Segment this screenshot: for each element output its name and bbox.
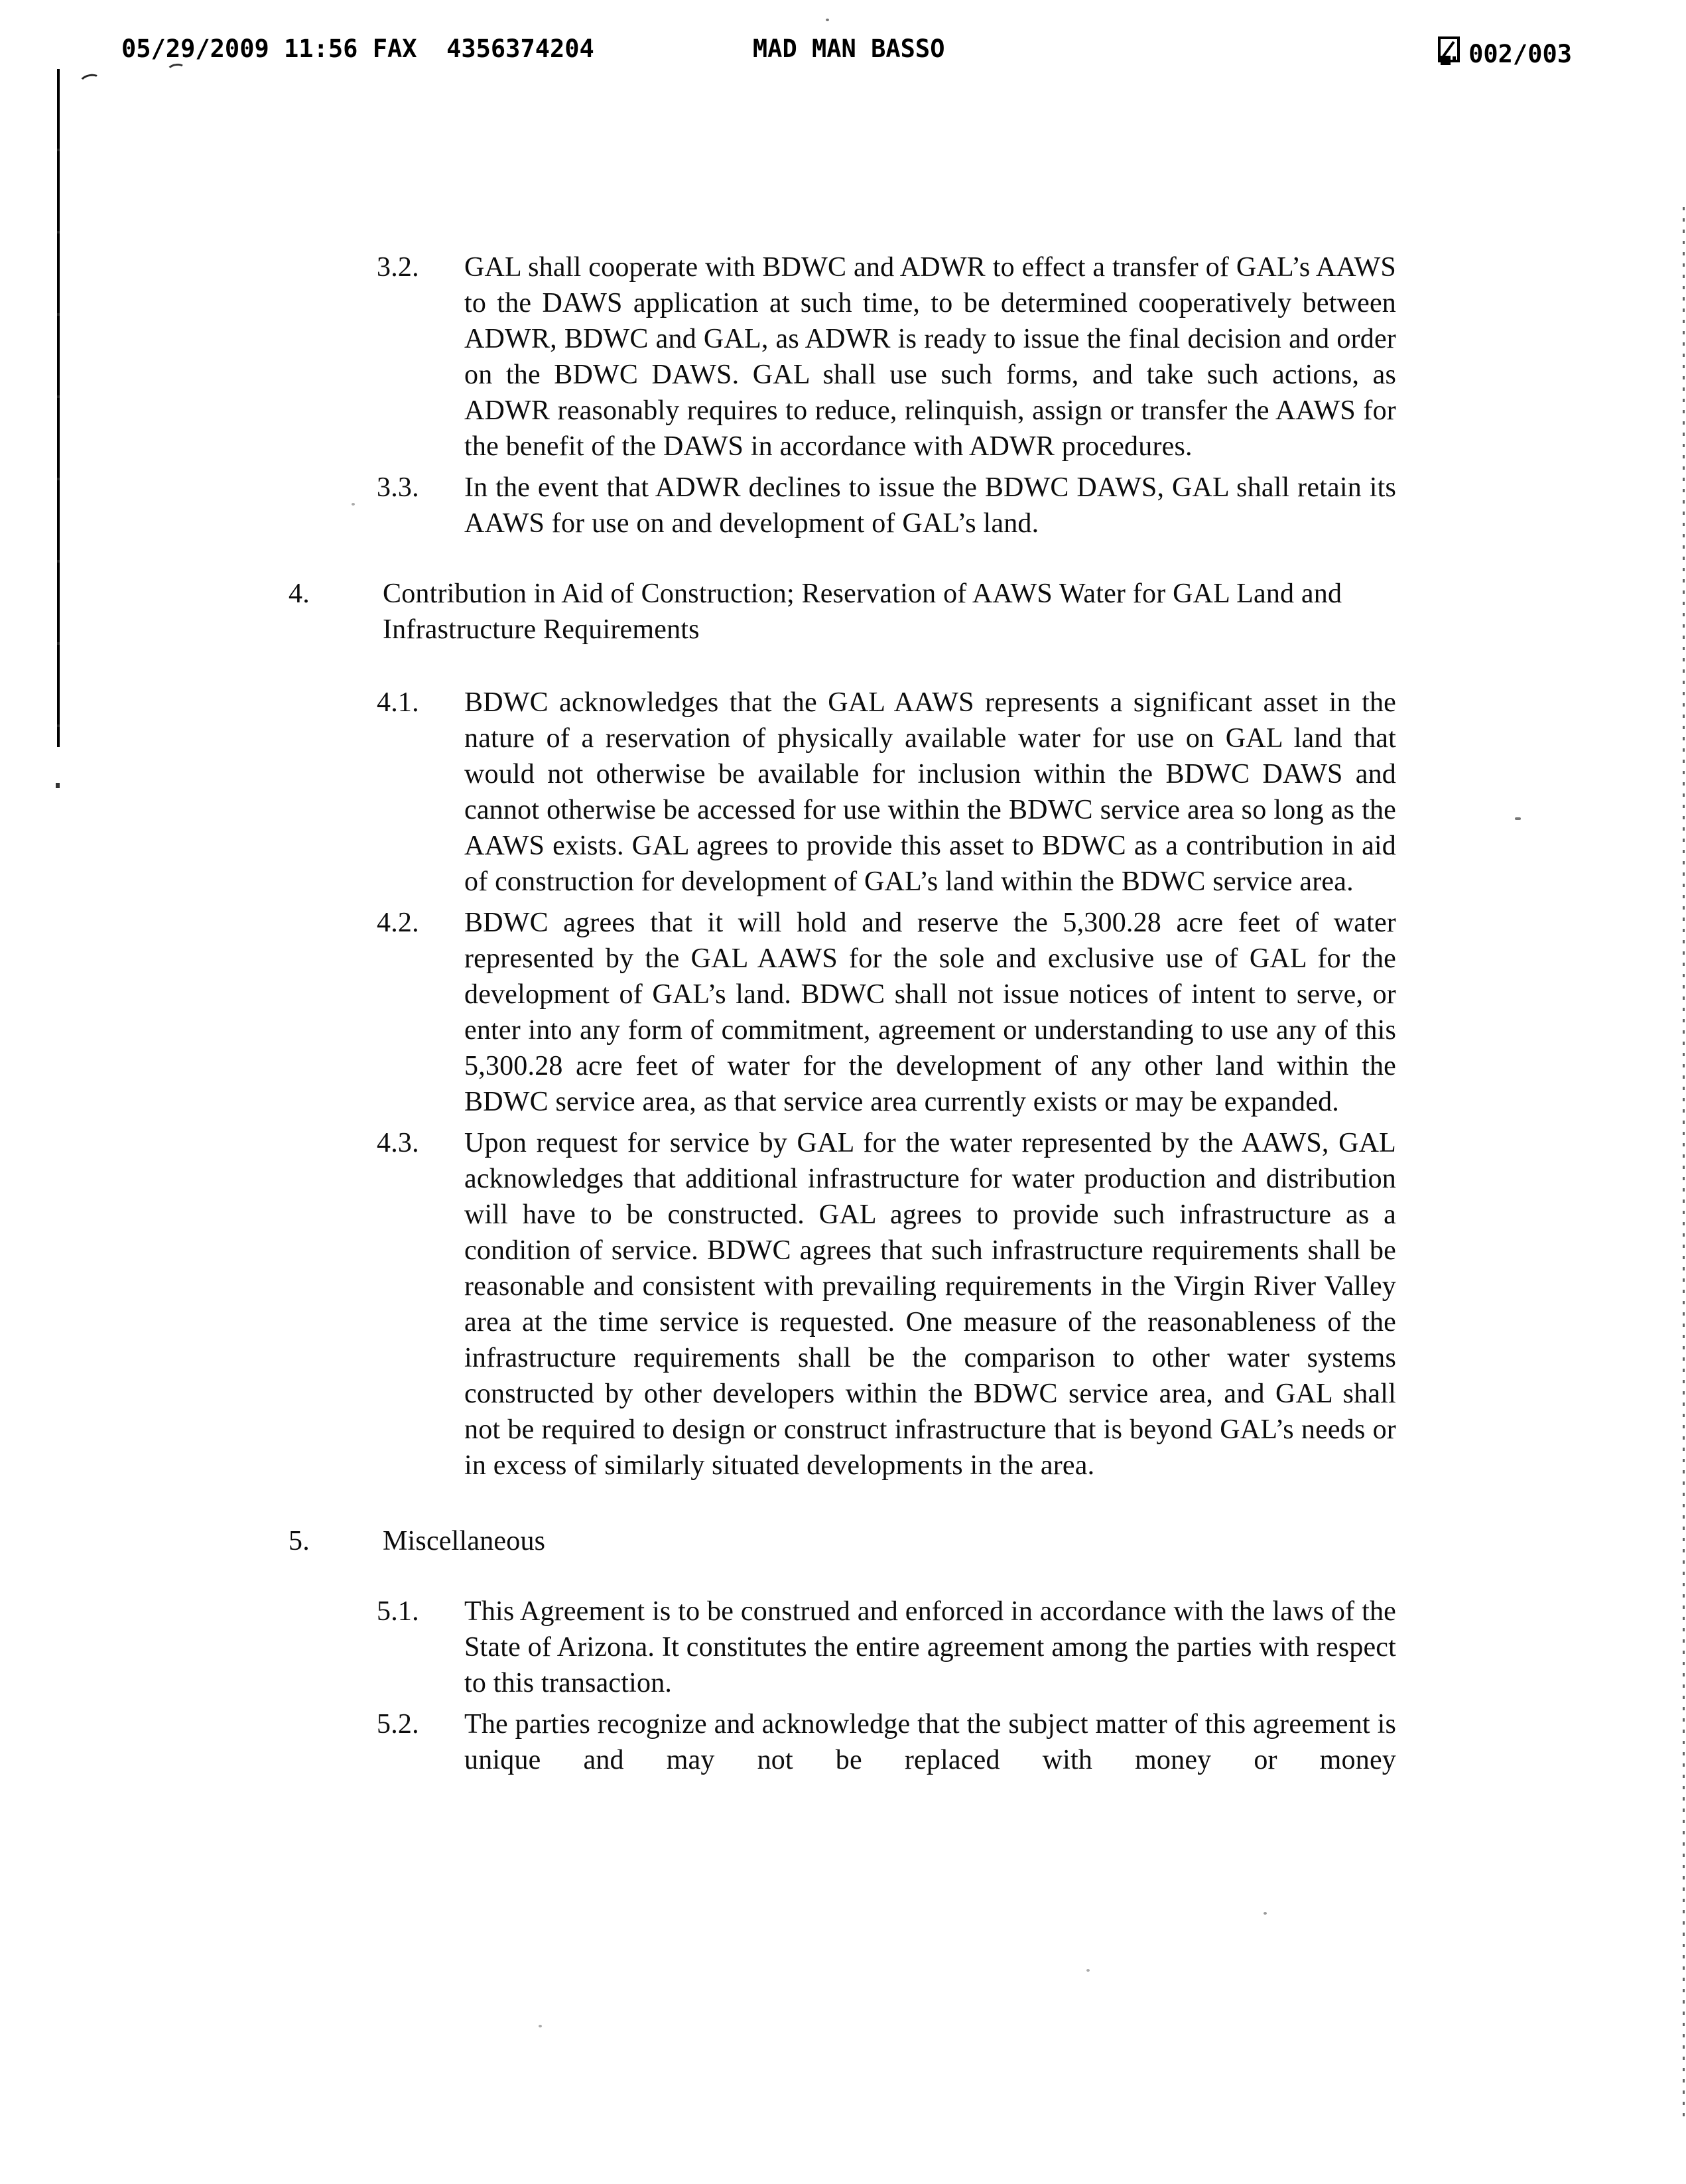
section-number: 4. <box>289 579 310 609</box>
scan-artifact-speck <box>352 503 355 506</box>
clause-text: Upon request for service by GAL for the water represented by the AAWS, GAL acknowledges that additional infrastructure for water production and distribution will have to be constructed. GAL agrees to provide such infrastructure as a condition of service. BDWC agrees that such infrastructure requirements shall be reasonable and consistent with prevailing requirements in the Virgin River Valley area at the time service is requested. One measure of the reasonableness of the infrastructure requirements shall be the comparison to other water systems constructed by other developers within the BDWC service area, and GAL shall not be required to design or construct infrastructure that is beyond GAL’s needs or in excess of similarly situated developments in the area. <box>464 1128 1396 1481</box>
fax-datetime-number: 05/29/2009 11:56 FAX 4356374204 <box>121 34 594 63</box>
scan-artifact-curl <box>78 72 101 90</box>
clause-4-2 <box>377 905 1396 1120</box>
fax-sender: MAD MAN BASSO <box>752 34 945 63</box>
scan-artifact-dotted-edge <box>1683 207 1685 2118</box>
clause-number: 4.3. <box>377 1128 419 1158</box>
scan-artifact-line-tail <box>56 783 60 788</box>
clause-number: 3.2. <box>377 252 419 283</box>
scan-artifact-speck <box>539 2025 542 2027</box>
scan-artifact-speck <box>1086 1969 1090 1972</box>
clause-4-3 <box>377 1125 1396 1483</box>
fax-page-indicator <box>1437 34 1572 74</box>
fax-page-icon <box>1437 36 1463 74</box>
section-number: 5. <box>289 1526 310 1556</box>
clause-5-2 <box>377 1706 1396 1778</box>
clause-number: 4.2. <box>377 908 419 938</box>
fax-page-count: 002/003 <box>1468 40 1572 68</box>
clause-text: In the event that ADWR declines to issue the BDWC DAWS, GAL shall retain its AAWS for use on and development of GAL’s land. <box>464 472 1396 539</box>
clause-text: This Agreement is to be construed and enforced in accordance with the laws of the State of Arizona. It constitutes the entire agreement among the parties with respect to this transaction. <box>464 1596 1396 1698</box>
clause-number: 5.2. <box>377 1709 419 1740</box>
clause-5-1 <box>377 1594 1396 1701</box>
clause-text: GAL shall cooperate with BDWC and ADWR to effect a transfer of GAL’s AAWS to the DAWS application at such time, to be determined cooperatively between ADWR, BDWC and GAL, as ADWR is ready to issue the final decision and order on the BDWC DAWS. GAL shall use such forms, and take such actions, as ADWR reasonably requires to reduce, relinquish, assign or transfer the AAWS for the benefit of the DAWS in accordance with ADWR procedures. <box>464 252 1396 462</box>
fax-header <box>0 34 1686 69</box>
section-heading: Contribution in Aid of Construction; Reservation of AAWS Water for GAL Land and Infrastructure Requirements <box>383 579 1342 645</box>
clause-number: 5.1. <box>377 1596 419 1627</box>
clause-number: 4.1. <box>377 687 419 718</box>
scan-artifact-vertical-line <box>57 69 60 747</box>
section-4-heading-row <box>289 576 1396 648</box>
clause-3-3 <box>377 470 1396 541</box>
clause-text: The parties recognize and acknowledge that the subject matter of this agreement is unique and may not be replaced with money or money <box>464 1709 1396 1775</box>
clause-3-2 <box>377 249 1396 464</box>
section-5-heading-row <box>289 1523 1396 1559</box>
scan-artifact-speck <box>1264 1912 1267 1915</box>
clause-text: BDWC agrees that it will hold and reserve the 5,300.28 acre feet of water represented by the GAL AAWS for the sole and exclusive use of GAL for the development of GAL’s land. BDWC shall not issue notices of intent to serve, or enter into any form of commitment, agreement or understanding to use any of this 5,300.28 acre feet of water for the development of any other land within the BDWC service area, as that service area currently exists or may be expanded. <box>464 908 1396 1117</box>
scan-artifact-speck <box>1515 817 1521 820</box>
section-heading: Miscellaneous <box>383 1526 546 1556</box>
document-content <box>289 249 1396 1778</box>
clause-4-1 <box>377 685 1396 900</box>
scan-artifact-speck <box>826 19 829 21</box>
clause-number: 3.3. <box>377 472 419 503</box>
clause-text: BDWC acknowledges that the GAL AAWS represents a significant asset in the nature of a reservation of physically available water for use on GAL land that would not otherwise be available for inclusion within the BDWC DAWS and cannot otherwise be accessed for use within the BDWC service area so long as the AAWS exists. GAL agrees to provide this asset to BDWC as a contribution in aid of construction for development of GAL’s land within the BDWC service area. <box>464 687 1396 897</box>
